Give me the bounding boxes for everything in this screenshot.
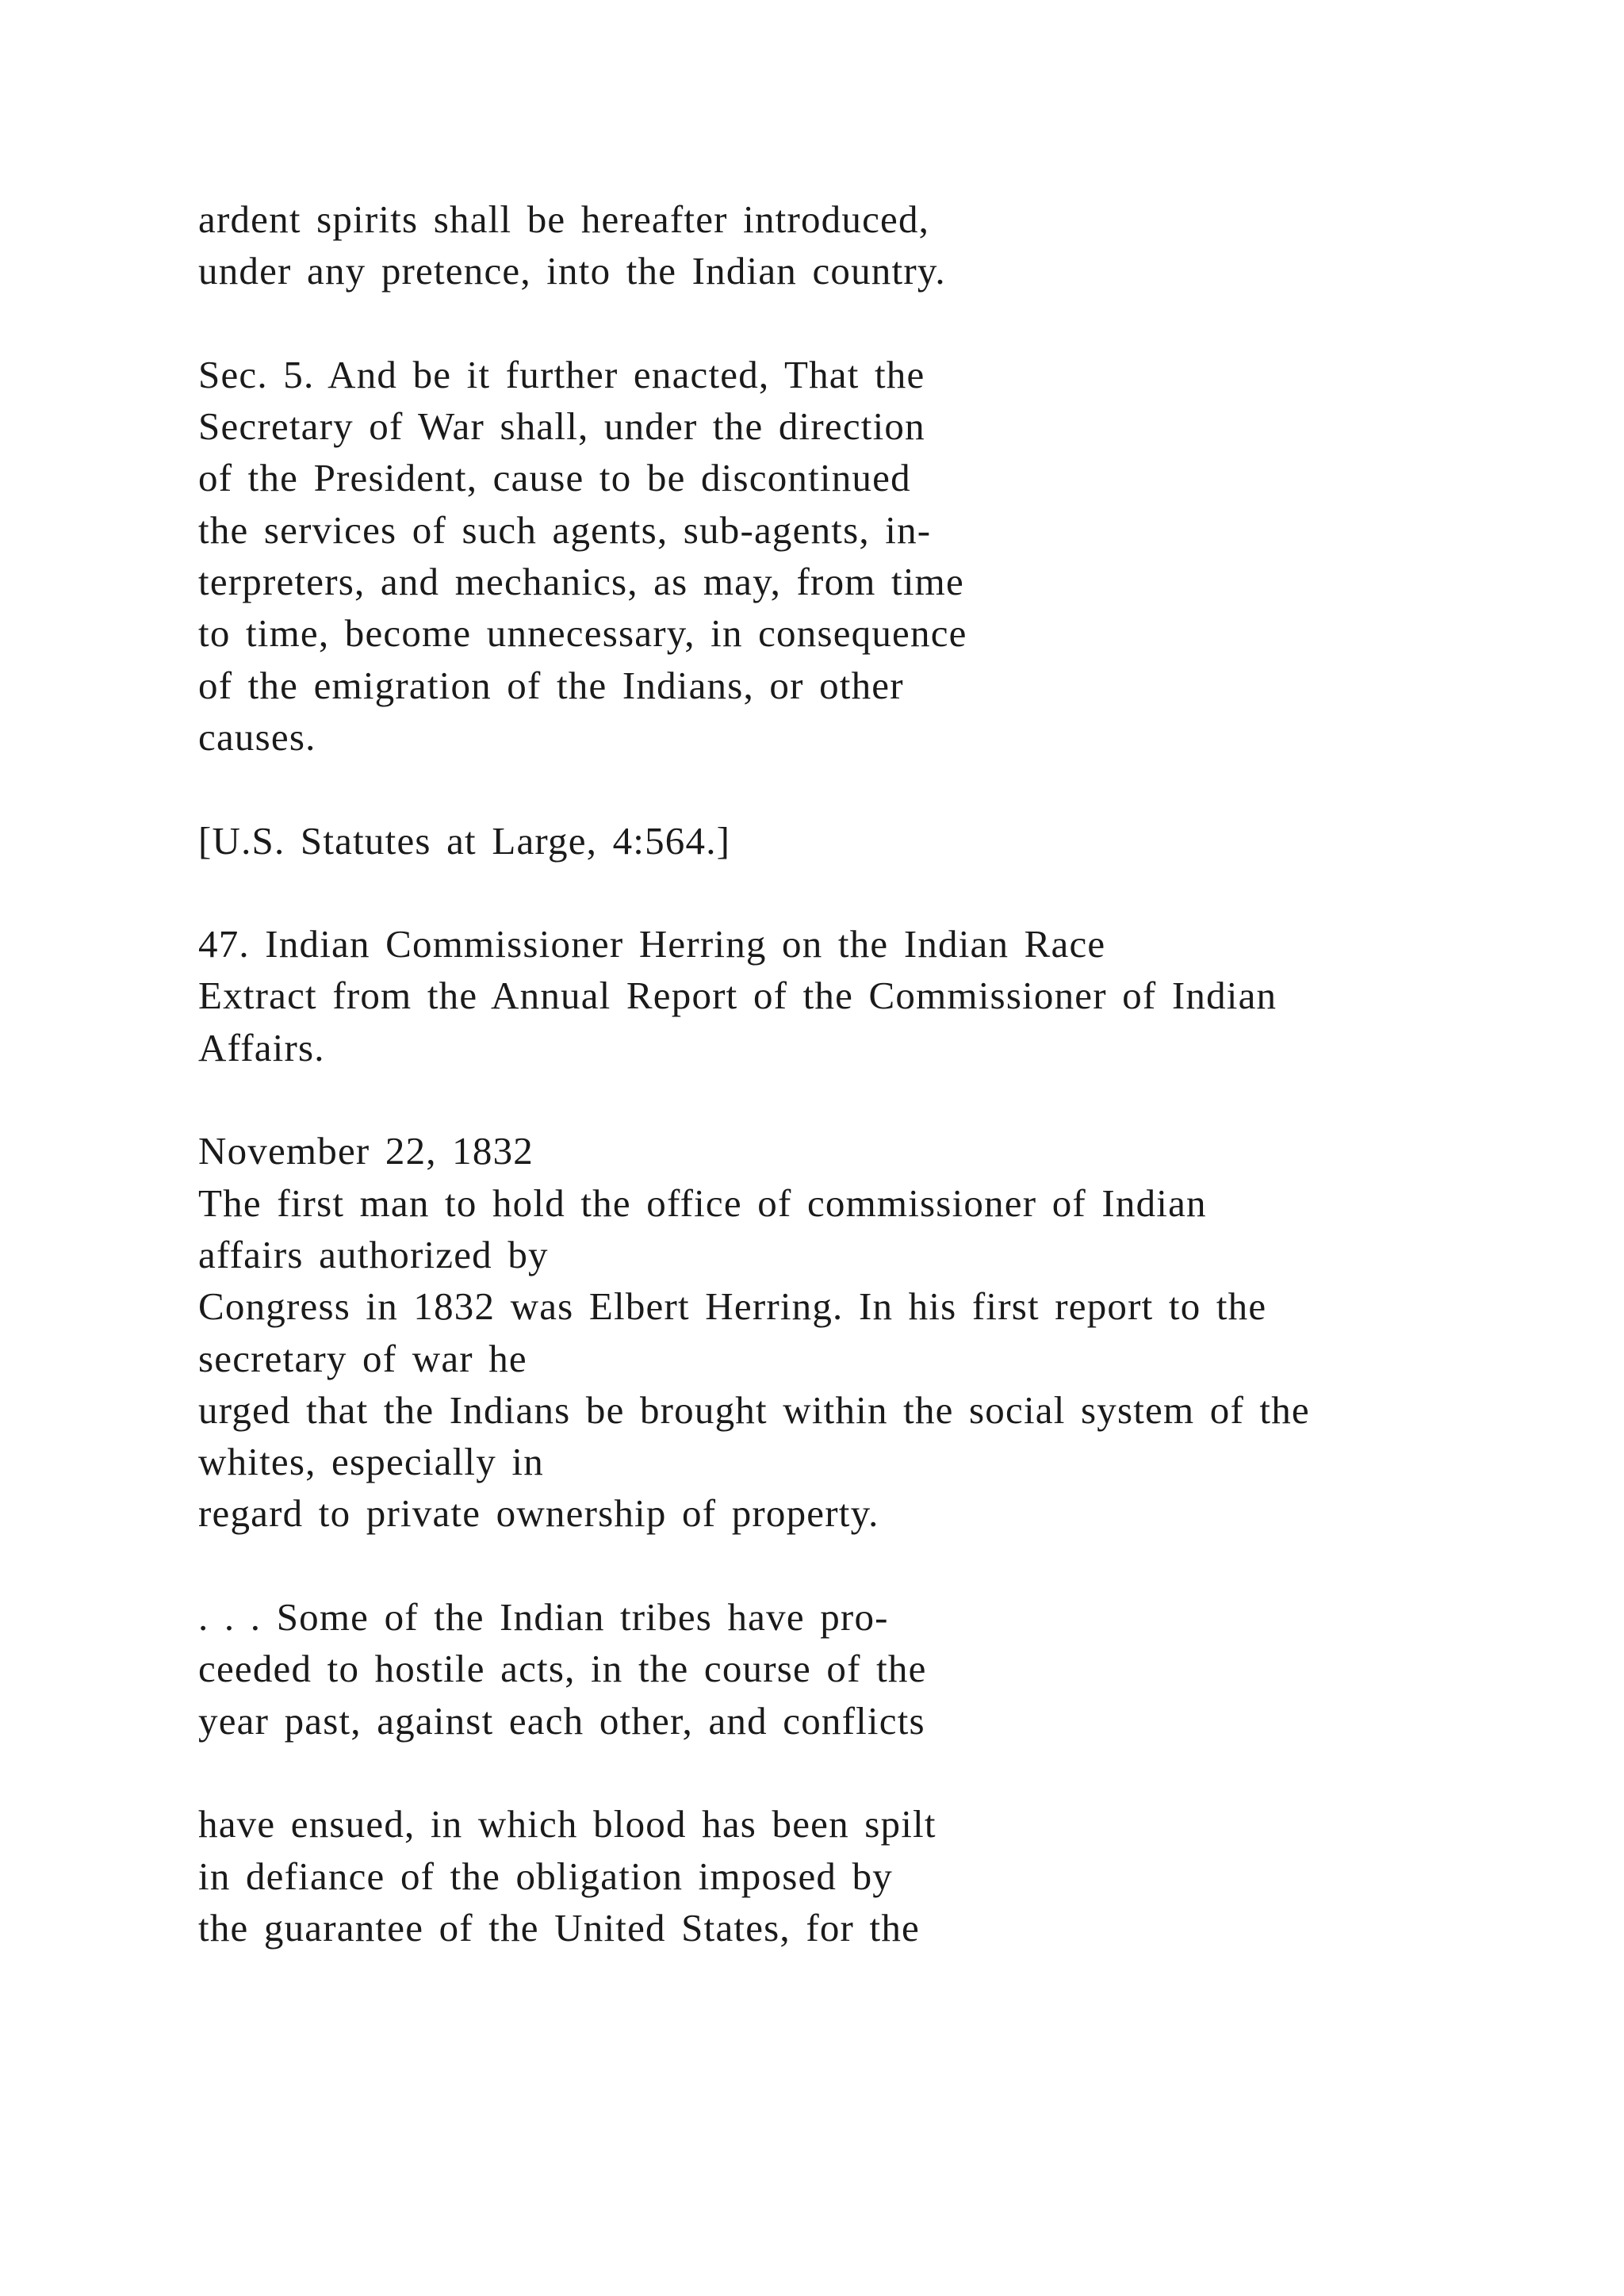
text-line: the guarantee of the United States, for the	[198, 1905, 920, 1950]
text-line: under any pretence, into the Indian country.	[198, 249, 946, 293]
heading-line: 47. Indian Commissioner Herring on the Indian Race	[198, 922, 1106, 966]
text-line: ceeded to hostile acts, in the course of the	[198, 1647, 927, 1691]
intro-paragraph	[198, 1125, 1594, 1539]
text-line: Sec. 5. And be it further enacted, That the	[198, 352, 925, 396]
document-heading	[198, 918, 1594, 1073]
text-line: have ensued, in which blood has been spilt	[198, 1802, 936, 1846]
text-line: affairs authorized by	[198, 1232, 549, 1276]
heading-line: Extract from the Annual Report of the Commissioner of Indian	[198, 974, 1277, 1018]
paragraph-gap	[198, 763, 1594, 814]
paragraph-gap	[198, 1540, 1594, 1591]
paragraph-gap	[198, 1747, 1594, 1798]
text-line: of the President, cause to be discontinued	[198, 456, 911, 500]
text-line: The first man to hold the office of commissioner of Indian	[198, 1181, 1207, 1225]
text-line: the services of such agents, sub-agents, in-	[198, 507, 932, 552]
paragraph-gap	[198, 297, 1594, 349]
text-line: ardent spirits shall be hereafter introduced,	[198, 197, 930, 241]
text-line: . . . Some of the Indian tribes have pro-	[198, 1595, 889, 1640]
text-line: year past, against each other, and conflicts	[198, 1698, 925, 1743]
document-date: November 22, 1832	[198, 1129, 534, 1173]
report-body-continuation	[198, 1798, 1594, 1954]
heading-line: Affairs.	[198, 1025, 325, 1070]
text-line: of the emigration of the Indians, or other	[198, 663, 904, 707]
text-line: terpreters, and mechanics, as may, from time	[198, 560, 964, 604]
paragraph-gap	[198, 867, 1594, 918]
paragraph-gap	[198, 1073, 1594, 1125]
report-body-paragraph	[198, 1591, 1594, 1747]
section-5-paragraph	[198, 349, 1594, 763]
text-line: Secretary of War shall, under the direction	[198, 404, 925, 449]
statute-citation: [U.S. Statutes at Large, 4:564.]	[198, 818, 731, 863]
text-line: secretary of war he	[198, 1336, 527, 1380]
text-line: regard to private ownership of property.	[198, 1491, 879, 1536]
text-line: urged that the Indians be brought within the social system of the	[198, 1387, 1310, 1432]
document-text	[198, 193, 1594, 1954]
text-line: in defiance of the obligation imposed by	[198, 1854, 893, 1898]
text-line: causes.	[198, 714, 316, 759]
text-line: Congress in 1832 was Elbert Herring. In his first report to the	[198, 1284, 1267, 1329]
text-line: whites, especially in	[198, 1440, 544, 1484]
text-line: to time, become unnecessary, in consequence	[198, 611, 967, 656]
section-4-ending	[198, 193, 1594, 297]
